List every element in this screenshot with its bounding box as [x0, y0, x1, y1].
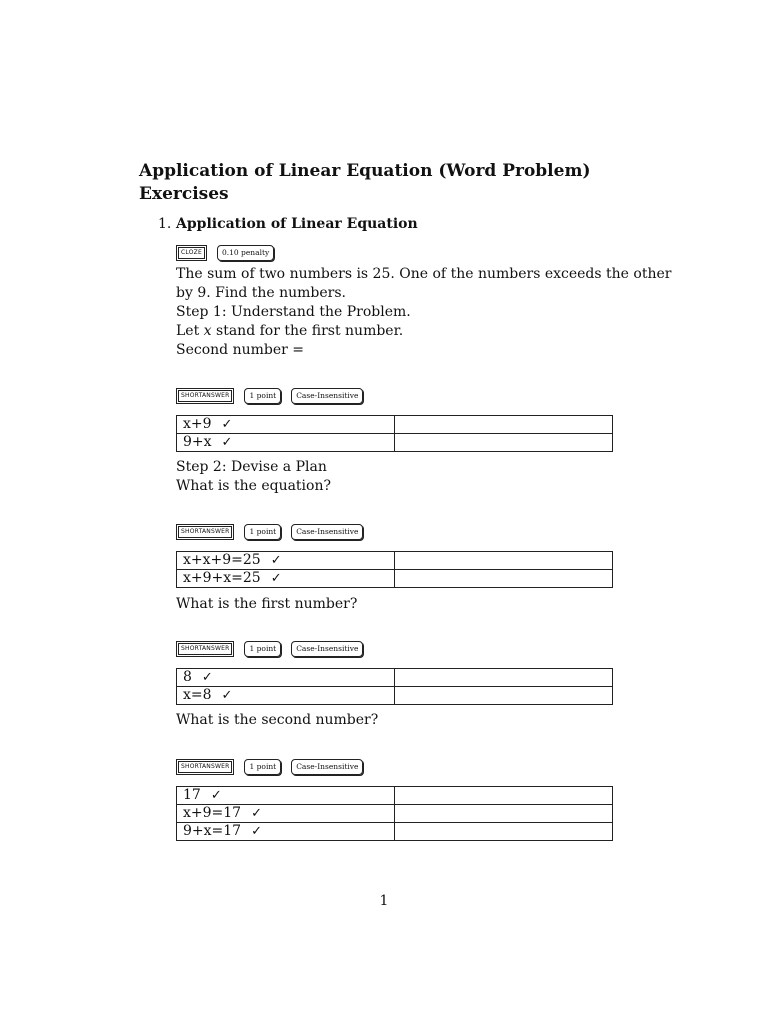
table-row: [177, 570, 613, 588]
check-icon: ✓: [221, 435, 233, 450]
check-icon: ✓: [221, 417, 233, 432]
case-badge: Case-Insensitive: [291, 388, 363, 404]
penalty-badge: 0.10 penalty: [217, 245, 274, 261]
points-badge: 1 point: [244, 641, 281, 657]
answer-cell: [177, 823, 395, 841]
blank-3-answer-table: [176, 668, 613, 705]
second-number-question: What is the second number?: [176, 712, 379, 728]
answer-text: 9+x=17: [183, 823, 242, 839]
feedback-cell: [395, 416, 613, 434]
question-badges: [176, 245, 274, 261]
question-heading: [158, 214, 418, 234]
feedback-cell: [395, 570, 613, 588]
question-type-badge: CLOZE: [176, 245, 207, 261]
answer-text: 8: [183, 669, 192, 685]
answer-cell: [177, 434, 395, 452]
blank-4-answer-table: [176, 786, 613, 841]
feedback-cell: [395, 552, 613, 570]
check-icon: ✓: [201, 670, 213, 685]
page-number: 1: [379, 893, 389, 909]
feedback-cell: [395, 787, 613, 805]
blank-3-badges: [176, 641, 363, 657]
question-number: 1.: [158, 216, 172, 232]
answer-text: x+9+x=25: [183, 570, 261, 586]
answer-cell: [177, 805, 395, 823]
step-2-text: Step 2: Devise a Plan: [176, 459, 327, 475]
table-row: [177, 416, 613, 434]
page-title: Application of Linear Equation (Word Problem) Exercises: [139, 161, 591, 204]
answer-cell: [177, 687, 395, 705]
check-icon: ✓: [270, 571, 282, 586]
shortanswer-badge: SHORTANSWER: [176, 641, 234, 657]
shortanswer-badge: SHORTANSWER: [176, 388, 234, 404]
shortanswer-badge: SHORTANSWER: [176, 759, 234, 775]
table-row: [177, 823, 613, 841]
answer-cell: [177, 570, 395, 588]
answer-cell: [177, 787, 395, 805]
feedback-cell: [395, 823, 613, 841]
check-icon: ✓: [251, 824, 262, 839]
problem-text-line-2: by 9. Find the numbers.: [176, 285, 347, 301]
answer-text: x+x+9=25: [183, 552, 261, 568]
blank-1-badges: [176, 388, 363, 404]
points-badge: 1 point: [244, 388, 281, 404]
table-row: [177, 687, 613, 705]
check-icon: ✓: [251, 806, 262, 821]
shortanswer-badge: SHORTANSWER: [176, 524, 234, 540]
let-suffix: stand for the first number.: [211, 323, 404, 339]
answer-text: x+9: [183, 416, 212, 432]
check-icon: ✓: [221, 688, 233, 703]
table-row: [177, 787, 613, 805]
answer-cell: [177, 552, 395, 570]
answer-text: 17: [183, 787, 201, 803]
points-badge: 1 point: [244, 524, 281, 540]
feedback-cell: [395, 434, 613, 452]
let-statement: [176, 322, 403, 341]
blank-2-badges: [176, 524, 363, 540]
table-row: [177, 805, 613, 823]
equation-question: What is the equation?: [176, 478, 331, 494]
case-badge: Case-Insensitive: [291, 759, 363, 775]
feedback-cell: [395, 669, 613, 687]
answer-cell: [177, 669, 395, 687]
variable-x: x: [203, 323, 212, 339]
blank-2-answer-table: [176, 551, 613, 588]
step-1-text: Step 1: Understand the Problem.: [176, 304, 411, 320]
check-icon: ✓: [210, 788, 222, 803]
answer-text: x+9=17: [183, 805, 242, 821]
points-badge: 1 point: [244, 759, 281, 775]
case-badge: Case-Insensitive: [291, 641, 363, 657]
answer-text: x=8: [183, 687, 212, 703]
second-number-prompt: Second number =: [176, 342, 305, 358]
problem-text-line-1: The sum of two numbers is 25. One of the numbers exceeds the other: [176, 266, 672, 282]
answer-cell: [177, 416, 395, 434]
table-row: [177, 669, 613, 687]
answer-text: 9+x: [183, 434, 212, 450]
blank-1-answer-table: [176, 415, 613, 452]
table-row: [177, 552, 613, 570]
let-prefix: Let: [176, 323, 204, 339]
feedback-cell: [395, 687, 613, 705]
blank-4-badges: [176, 759, 363, 775]
table-row: [177, 434, 613, 452]
question-title: Application of Linear Equation: [176, 216, 418, 232]
case-badge: Case-Insensitive: [291, 524, 363, 540]
feedback-cell: [395, 805, 613, 823]
check-icon: ✓: [270, 553, 282, 568]
first-number-question: What is the first number?: [176, 596, 358, 612]
